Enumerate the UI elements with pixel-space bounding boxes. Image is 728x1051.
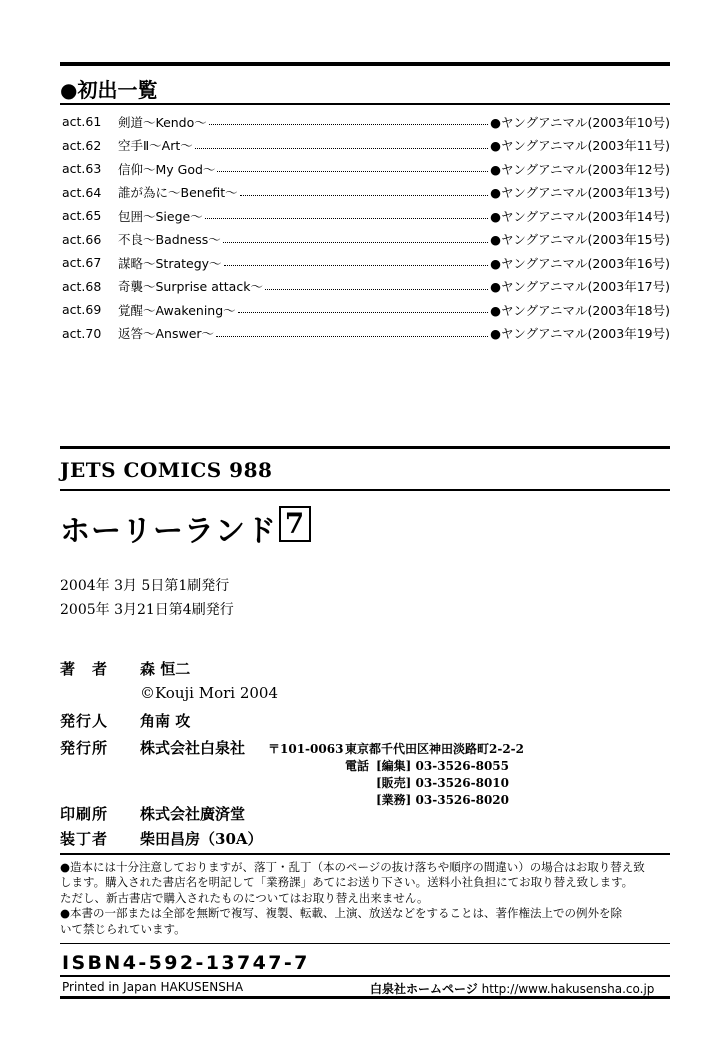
chapter-title: 剣道〜Kendo〜 <box>118 114 207 130</box>
dot-leader <box>216 336 488 337</box>
act-number: act.64 <box>62 184 102 200</box>
book-title-text: ホーリーランド <box>60 514 277 549</box>
list-item <box>62 298 670 322</box>
list-item <box>62 204 670 228</box>
dot-leader <box>224 265 489 266</box>
magazine-source: ●ヤングアニマル(2003年16号) <box>490 255 670 271</box>
magazine-source: ●ヤングアニマル(2003年14号) <box>490 208 670 224</box>
phone-sales: [販売] 03-3526-8010 <box>376 776 509 790</box>
chapter-title: 誰が為に〜Benefit〜 <box>118 185 238 201</box>
dot-leader <box>238 312 488 313</box>
act-number: act.68 <box>62 278 102 294</box>
fourth-print-date: 2005年 3月21日第4刷発行 <box>60 602 234 618</box>
phone-edit: [編集] 03-3526-8055 <box>376 759 509 773</box>
first-print-date: 2004年 3月 5日第1刷発行 <box>60 578 230 594</box>
homepage-url[interactable]: http://www.hakusensha.co.jp <box>481 982 655 996</box>
magazine-source: ●ヤングアニマル(2003年19号) <box>490 326 670 342</box>
chapter-title: 信仰〜My God〜 <box>118 161 216 177</box>
list-item <box>62 134 670 158</box>
phone-business: [業務] 03-3526-8020 <box>376 793 509 807</box>
act-number: act.63 <box>62 161 102 177</box>
phone-label: 電話 <box>345 759 370 773</box>
chapter-title: 謀略〜Strategy〜 <box>118 255 222 271</box>
magazine-source: ●ヤングアニマル(2003年18号) <box>490 302 670 318</box>
author-label: 著 者 <box>60 660 109 678</box>
binder-label: 装丁者 <box>60 830 109 848</box>
magazine-source: ●ヤングアニマル(2003年12号) <box>490 161 670 177</box>
act-number: act.70 <box>62 325 102 341</box>
notice-line: ●造本には十分注意しておりますが、落丁・乱丁（本のページの抜け落ちや順序の間違い）の場合はお取り替え致 <box>60 860 645 874</box>
dot-leader <box>209 124 488 125</box>
heading-underline <box>60 103 670 105</box>
colophon-top-rule <box>60 446 670 449</box>
chapter-title: 不良〜Badness〜 <box>118 232 221 248</box>
chapter-title: 包囲〜Siege〜 <box>118 208 203 224</box>
series-underline <box>60 489 670 491</box>
copyright: ©Kouji Mori 2004 <box>140 684 279 702</box>
volume-number: 7 <box>279 506 311 542</box>
act-number: act.61 <box>62 114 102 130</box>
printer-label: 印刷所 <box>60 805 109 823</box>
list-item <box>62 251 670 275</box>
printed-in: Printed in Japan HAKUSENSHA <box>62 980 244 994</box>
binder-name: 柴田昌房（30A） <box>140 830 263 848</box>
magazine-source: ●ヤングアニマル(2003年15号) <box>490 232 670 248</box>
act-number: act.66 <box>62 231 102 247</box>
act-number: act.67 <box>62 255 102 271</box>
isbn-underline <box>60 975 670 977</box>
dot-leader <box>217 171 488 172</box>
chapter-title: 返答〜Answer〜 <box>118 326 215 342</box>
list-item <box>62 322 670 346</box>
magazine-source: ●ヤングアニマル(2003年17号) <box>490 279 670 295</box>
notice-bottom-rule <box>60 943 670 944</box>
act-number: act.65 <box>62 208 102 224</box>
list-item <box>62 228 670 252</box>
series-name: JETS COMICS 988 <box>60 458 273 482</box>
list-item <box>62 181 670 205</box>
homepage <box>370 980 654 997</box>
top-rule <box>60 62 670 66</box>
chapter-title: 奇襲〜Surprise attack〜 <box>118 279 263 295</box>
notice-block <box>60 860 672 937</box>
chapter-title: 覚醒〜Awakening〜 <box>118 302 236 318</box>
dot-leader <box>240 195 488 196</box>
publisher-name: 株式会社白泉社 <box>140 739 246 757</box>
list-item <box>62 275 670 299</box>
publisher-person-label: 発行人 <box>60 712 109 730</box>
notice-line: ●本書の一部または全部を無断で複写、複製、転載、上演、放送などをすることは、著作権法上での例外を除 <box>60 906 623 921</box>
notice-line: いて禁じられています。 <box>60 921 186 936</box>
dot-leader <box>195 148 488 149</box>
dot-leader <box>223 242 488 243</box>
bottom-rule <box>60 996 670 999</box>
postal-code: 〒101-0063 <box>268 742 344 756</box>
magazine-source: ●ヤングアニマル(2003年10号) <box>490 114 670 130</box>
act-number: act.62 <box>62 137 102 153</box>
author-name: 森 恒二 <box>140 660 191 678</box>
list-item <box>62 157 670 181</box>
notice-line: ただし、新古書店で購入されたものについてはお取り替え出来ません。 <box>60 890 429 905</box>
publisher-label: 発行所 <box>60 739 109 757</box>
printer-name: 株式会社廣済堂 <box>140 805 246 823</box>
act-number: act.69 <box>62 302 102 318</box>
notice-line: します。購入された書店名を明記して「業務課」あてにお送り下さい。送料小社負担にてお取り替え致します。 <box>60 875 634 890</box>
dot-leader <box>265 289 488 290</box>
magazine-source: ●ヤングアニマル(2003年13号) <box>490 185 670 201</box>
first-appearance-heading: ●初出一覧 <box>60 78 158 102</box>
dot-leader <box>205 218 488 219</box>
magazine-source: ●ヤングアニマル(2003年11号) <box>490 138 670 154</box>
publisher-address: 東京都千代田区神田淡路町2-2-2 <box>345 742 525 756</box>
first-appearance-list <box>62 110 670 345</box>
chapter-title: 空手Ⅱ〜Art〜 <box>118 138 193 154</box>
book-title <box>60 506 311 550</box>
notice-top-rule <box>60 853 670 855</box>
list-item <box>62 110 670 134</box>
isbn: ISBN4-592-13747-7 <box>62 952 310 974</box>
homepage-label: 白泉社ホームページ <box>370 982 478 996</box>
publisher-person: 角南 攻 <box>140 712 191 730</box>
